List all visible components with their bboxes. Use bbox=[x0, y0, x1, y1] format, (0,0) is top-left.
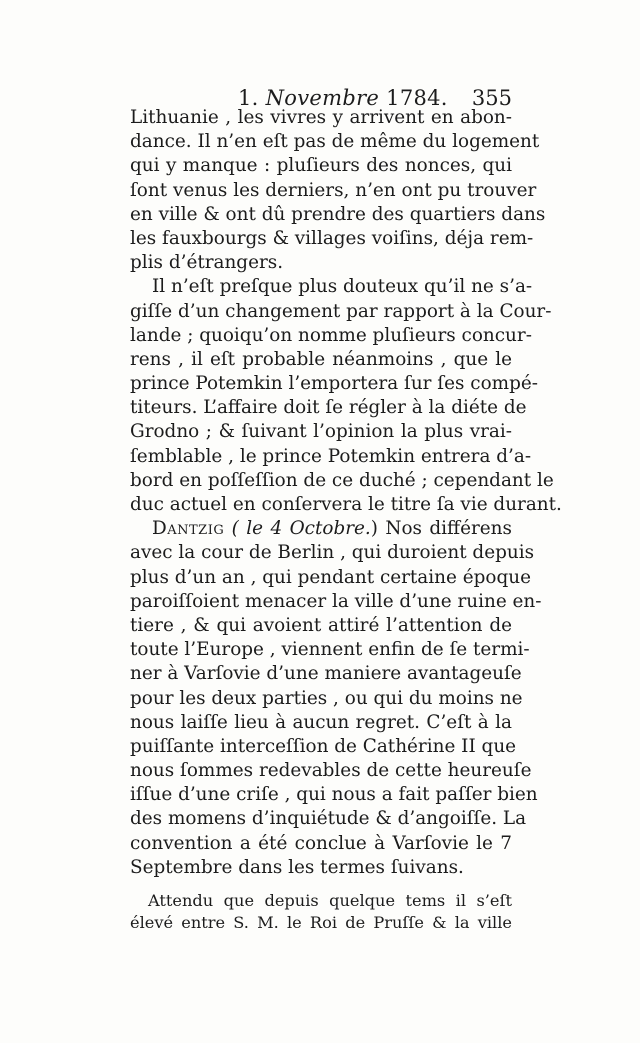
text-line: iſſue d’une criſe , qui nous a fait paſſer bien bbox=[130, 784, 538, 806]
dateline-month: Octobre. bbox=[289, 518, 371, 540]
dateline-day: ( le 4 bbox=[231, 518, 283, 540]
text-line: des momens d’inquiétude & d’angoiſſe. La bbox=[130, 808, 527, 830]
running-head-day: 1. bbox=[238, 86, 259, 110]
text-line: bord en poſſeſſion de ce duché ; cependant le bbox=[130, 469, 554, 491]
text-line: convention a été conclue à Varſovie le 7 bbox=[130, 832, 512, 854]
dantzig-dateline bbox=[130, 517, 512, 541]
text-line: nous laiſſe lieu à aucun regret. C’eſt à la bbox=[130, 711, 512, 733]
dateline-city: Dantzig bbox=[152, 518, 225, 540]
text-line: toute l’Europe , viennent enfin de ſe termi- bbox=[130, 639, 530, 661]
page-number: 355 bbox=[471, 86, 512, 110]
body-text bbox=[130, 106, 562, 933]
text-line: duc actuel en conſervera le titre ſa vie durant. bbox=[130, 494, 562, 515]
text-line: nous ſommes redevables de cette heureuſe bbox=[130, 760, 532, 782]
text-line: plus d’un an , qui pendant certaine époque bbox=[130, 566, 531, 588]
text-line: ſemblable , le prince Potemkin entrera d’a- bbox=[130, 445, 532, 467]
paragraph-gap bbox=[130, 880, 512, 890]
text-line: Lithuanie , les vivres y arrivent en abon- bbox=[130, 107, 512, 128]
text-line: tiere , & qui avoient attiré l’attention de bbox=[130, 614, 512, 636]
treaty-text bbox=[130, 890, 512, 933]
text-line: ner à Varſovie d’une maniere avantageuſe bbox=[130, 663, 522, 685]
text-line: qui y manque : pluſieurs des nonces, qui bbox=[130, 155, 512, 177]
text-line: en ville & ont dû prendre des quartiers dans bbox=[130, 203, 546, 225]
text-line: Attendu que depuis quelque tems il s’eſt bbox=[148, 891, 512, 910]
text-line: titeurs. L’affaire doit ſe régler à la diéte de bbox=[130, 397, 527, 419]
text-line: Il n’eſt preſque plus douteux qu’il ne s’a- bbox=[152, 276, 533, 298]
text-line: paroiſſoient menacer la ville d’une ruine en- bbox=[130, 590, 542, 612]
dateline-rest: Nos différens bbox=[385, 518, 512, 540]
text-line: giſſe d’un changement par rapport à la Cour- bbox=[130, 300, 552, 322]
dateline-close: ) bbox=[370, 518, 378, 540]
running-head-month: Novembre bbox=[265, 86, 380, 110]
text-line: élevé entre S. M. le Roi de Pruſſe & la ville bbox=[130, 912, 512, 932]
text-line: prince Potemkin l’emportera ſur ſes compé- bbox=[130, 373, 538, 395]
text-line: rens , il eſt probable néanmoins , que le bbox=[130, 348, 512, 370]
text-line: ſont venus les derniers, n’en ont pu trouver bbox=[130, 179, 537, 201]
text-line: plis d’étrangers. bbox=[130, 252, 284, 274]
running-head-year: 1784. bbox=[386, 86, 448, 110]
text-line: lande ; quoiqu’on nomme pluſieurs concur- bbox=[130, 324, 532, 346]
text-line: Septembre dans les termes ſuivans. bbox=[130, 856, 464, 878]
text-line: Grodno ; & ſuivant l’opinion la plus vrai- bbox=[130, 421, 512, 443]
text-line: avec la cour de Berlin , qui duroient depuis bbox=[130, 542, 535, 564]
text-line: dance. Il n’en eſt pas de même du logement bbox=[130, 131, 540, 153]
text-line: pour les deux parties , ou qui du moins ne bbox=[130, 687, 523, 709]
text-line: puiſſante interceſſion de Cathérine II que bbox=[130, 735, 517, 757]
text-line: les fauxbourgs & villages voiſins, déja rem- bbox=[130, 227, 534, 249]
